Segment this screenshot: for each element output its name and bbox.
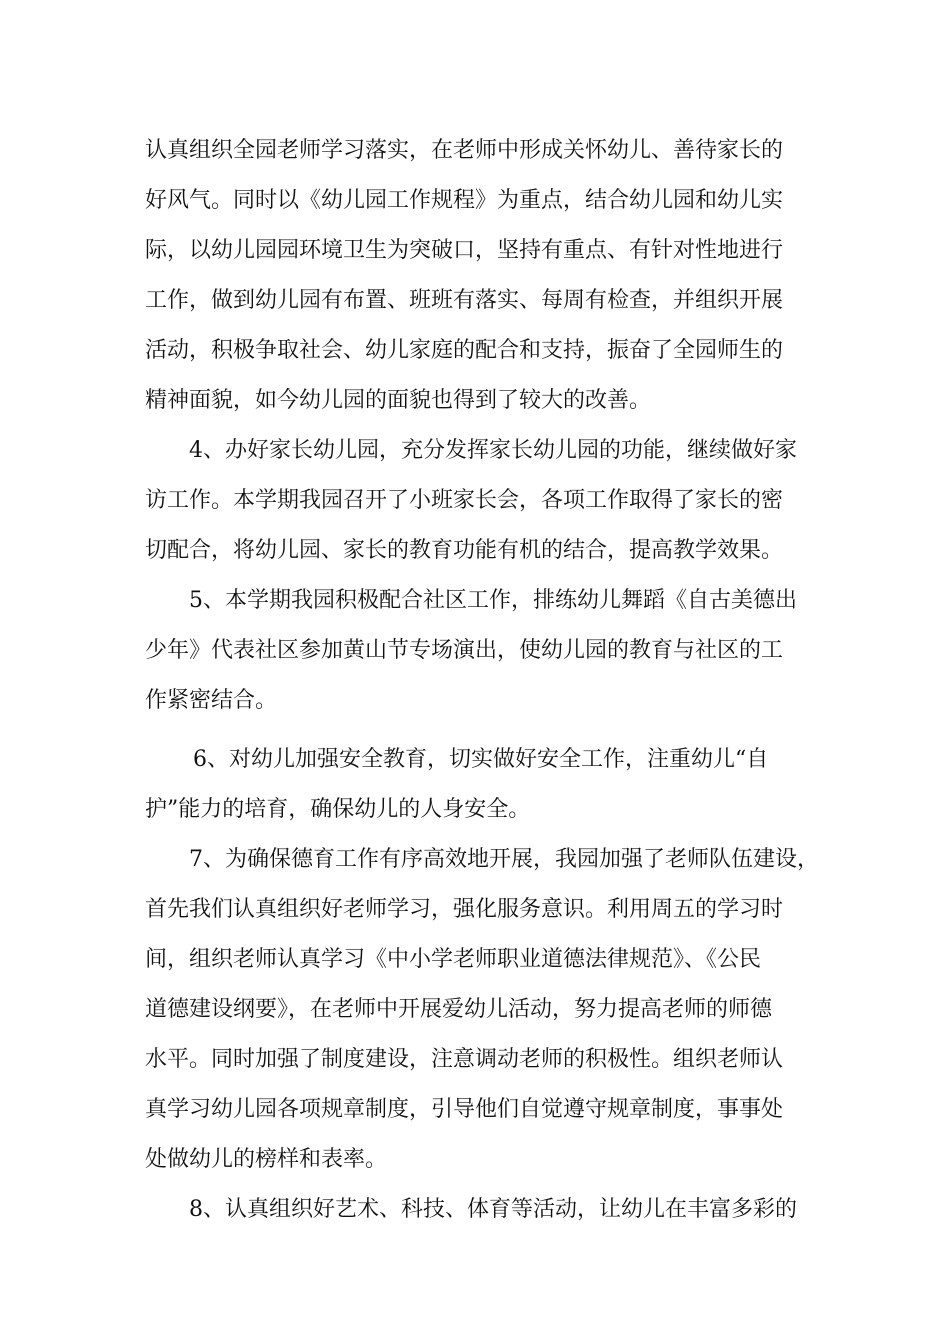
text-line: 间，组织老师认真学习《中小学老师职业道德法律规范》、《公民 xyxy=(145,947,762,972)
paragraph-4-start: 4、办好家长幼儿园，充分发挥家长幼儿园的功能，继续做好家 xyxy=(189,438,797,463)
text-line: 际，以幼儿园园环境卫生为突破口，坚持有重点、有针对性地进行 xyxy=(145,238,784,263)
text-line: 好风气。同时以《幼儿园工作规程》为重点，结合幼儿园和幼儿实 xyxy=(145,188,784,213)
text-line: 精神面貌，如今幼儿园的面貌也得到了较大的改善。 xyxy=(145,388,652,413)
text-line: 活动，积极争取社会、幼儿家庭的配合和支持，振奋了全园师生的 xyxy=(145,338,784,363)
body-text xyxy=(145,126,825,1235)
text-line: 认真组织全园老师学习落实，在老师中形成关怀幼儿、善待家长的 xyxy=(145,138,784,163)
text-line: 真学习幼儿园各项规章制度，引导他们自觉遵守规章制度，事事处 xyxy=(145,1097,784,1122)
text-line: 处做幼儿的榜样和表率。 xyxy=(145,1147,388,1172)
paragraph-5-start: 5、本学期我园积极配合社区工作，排练幼儿舞蹈《自古美德出 xyxy=(189,588,797,613)
text-line: 护”能力的培育，确保幼儿的人身安全。 xyxy=(145,797,531,822)
text-line: 水平。同时加强了制度建设，注意调动老师的积极性。组织老师认 xyxy=(145,1047,784,1072)
text-line: 道德建设纲要》，在老师中开展爱幼儿活动，努力提高老师的师德 xyxy=(145,997,773,1022)
text-line: 工作，做到幼儿园有布置、班班有落实、每周有检查，并组织开展 xyxy=(145,288,784,313)
text-line: 少年》代表社区参加黄山节专场演出，使幼儿园的教育与社区的工 xyxy=(145,638,784,663)
paragraph-6-start: 6、对幼儿加强安全教育，切实做好安全工作，注重幼儿“自 xyxy=(193,747,769,772)
text-line: 切配合，将幼儿园、家长的教育功能有机的结合，提高教学效果。 xyxy=(145,538,784,563)
text-line: 访工作。本学期我园召开了小班家长会，各项工作取得了家长的密 xyxy=(145,488,784,513)
text-line: 作紧密结合。 xyxy=(145,688,278,713)
text-line: 首先我们认真组织好老师学习，强化服务意识。利用周五的学习时 xyxy=(145,897,784,922)
paragraph-8-start: 8、认真组织好艺术、科技、体育等活动，让幼儿在丰富多彩的 xyxy=(189,1197,797,1222)
paragraph-7-start: 7、为确保德育工作有序高效地开展，我园加强了老师队伍建设， xyxy=(189,847,819,872)
